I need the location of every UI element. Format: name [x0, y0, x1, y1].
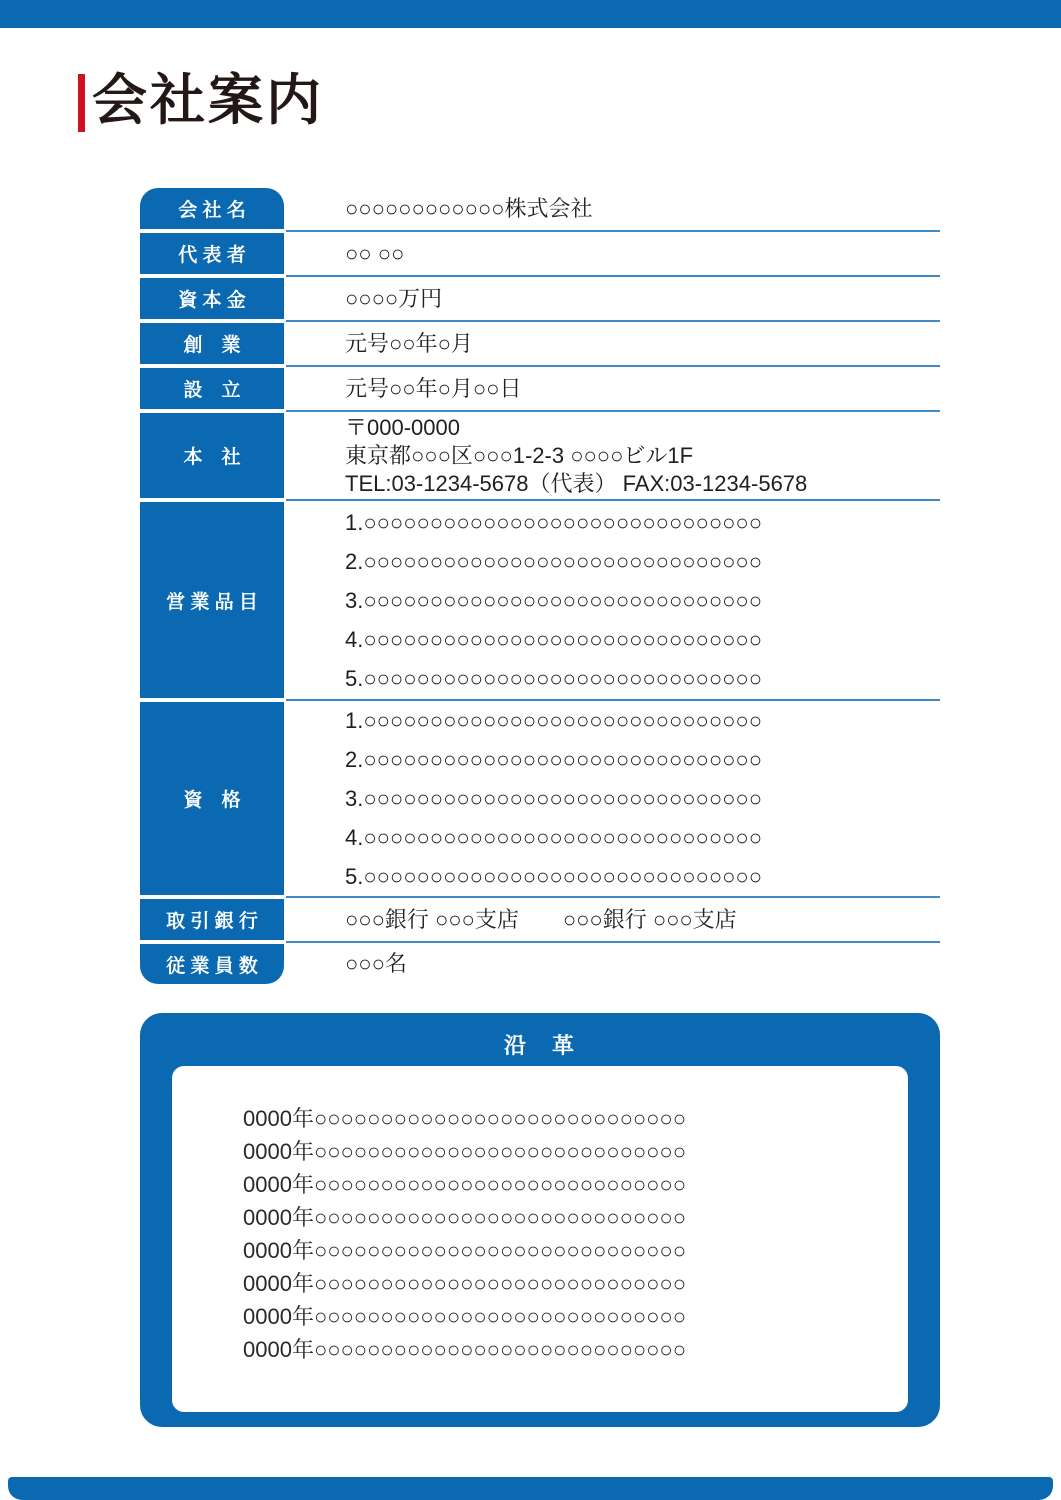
row-value: [284, 944, 940, 984]
row-value: [284, 278, 940, 319]
row-divider: [286, 499, 940, 501]
row-label: 本 社: [140, 413, 284, 498]
table-row-company-name: [140, 188, 940, 229]
value-line: ○○○名: [345, 951, 407, 976]
table-row-founded: [140, 323, 940, 364]
row-label: 会 社 名: [140, 188, 284, 229]
table-row-business-items: [140, 502, 940, 698]
row-divider: [286, 896, 940, 898]
history-section: [140, 1013, 940, 1427]
value-line: 1.○○○○○○○○○○○○○○○○○○○○○○○○○○○○○○: [345, 708, 762, 733]
table-row-banks: [140, 899, 940, 940]
value-line: 〒000-0000: [345, 414, 460, 440]
table-row-qualifications: [140, 702, 940, 895]
table-row-capital: [140, 278, 940, 319]
history-line: 0000年○○○○○○○○○○○○○○○○○○○○○○○○○○○○: [243, 1172, 687, 1197]
header-bar: [0, 0, 1061, 28]
history-line: 0000年○○○○○○○○○○○○○○○○○○○○○○○○○○○○: [243, 1205, 687, 1230]
row-value: [284, 368, 940, 409]
value-line: 2.○○○○○○○○○○○○○○○○○○○○○○○○○○○○○○: [345, 747, 762, 772]
history-line: 0000年○○○○○○○○○○○○○○○○○○○○○○○○○○○○: [243, 1337, 687, 1362]
row-value: [284, 413, 940, 498]
row-label: 創 業: [140, 323, 284, 364]
value-line: 5.○○○○○○○○○○○○○○○○○○○○○○○○○○○○○○: [345, 864, 762, 889]
row-label: 従 業 員 数: [140, 944, 284, 984]
value-line: 元号○○年○月: [345, 330, 473, 356]
history-line: 0000年○○○○○○○○○○○○○○○○○○○○○○○○○○○○: [243, 1238, 687, 1263]
row-label: 営 業 品 目: [140, 502, 284, 698]
history-line: 0000年○○○○○○○○○○○○○○○○○○○○○○○○○○○○: [243, 1271, 687, 1296]
history-line: 0000年○○○○○○○○○○○○○○○○○○○○○○○○○○○○: [243, 1139, 687, 1164]
row-label: 資 本 金: [140, 278, 284, 319]
value-line: 3.○○○○○○○○○○○○○○○○○○○○○○○○○○○○○○: [345, 587, 762, 613]
row-label: 資 格: [140, 702, 284, 895]
row-value: [284, 323, 940, 364]
row-label: 設 立: [140, 368, 284, 409]
history-line: 0000年○○○○○○○○○○○○○○○○○○○○○○○○○○○○: [243, 1106, 687, 1131]
row-value: [284, 502, 940, 698]
value-line: 1.○○○○○○○○○○○○○○○○○○○○○○○○○○○○○○: [345, 509, 762, 535]
history-line: 0000年○○○○○○○○○○○○○○○○○○○○○○○○○○○○: [243, 1304, 687, 1329]
value-line: ○○○銀行 ○○○支店 ○○○銀行 ○○○支店: [345, 906, 737, 932]
value-line: 4.○○○○○○○○○○○○○○○○○○○○○○○○○○○○○○: [345, 626, 762, 652]
company-spec-table: [140, 188, 940, 984]
value-line: 東京都○○○区○○○1-2-3 ○○○○ビル1F: [345, 442, 694, 468]
history-title: 沿 革: [503, 1033, 576, 1058]
history-content-panel: [172, 1066, 908, 1412]
value-line: ○○○○○○○○○○○○株式会社: [345, 195, 593, 221]
value-line: ○○○○万円: [345, 285, 443, 311]
row-value: [284, 188, 940, 229]
row-divider: [286, 230, 940, 232]
row-value: [284, 899, 940, 940]
title-accent-bar: [78, 74, 85, 132]
value-line: 元号○○年○月○○日: [345, 375, 522, 401]
row-value: [284, 702, 940, 895]
value-line: 5.○○○○○○○○○○○○○○○○○○○○○○○○○○○○○○: [345, 665, 762, 691]
row-divider: [286, 410, 940, 412]
footer-bar: [8, 1477, 1053, 1500]
table-row-representative: [140, 233, 940, 274]
table-row-employees: [140, 944, 940, 984]
page-title: 会社案内: [92, 69, 325, 131]
row-label: 代 表 者: [140, 233, 284, 274]
value-line: 3.○○○○○○○○○○○○○○○○○○○○○○○○○○○○○○: [345, 786, 762, 811]
table-row-head-office: [140, 413, 940, 498]
row-value: [284, 233, 940, 274]
row-divider: [286, 365, 940, 367]
row-divider: [286, 275, 940, 277]
table-row-established: [140, 368, 940, 409]
row-label: 取 引 銀 行: [140, 899, 284, 940]
value-line: 2.○○○○○○○○○○○○○○○○○○○○○○○○○○○○○○: [345, 548, 762, 574]
value-line: 4.○○○○○○○○○○○○○○○○○○○○○○○○○○○○○○: [345, 825, 762, 850]
row-divider: [286, 320, 940, 322]
value-line: ○○ ○○: [345, 240, 405, 266]
row-divider: [286, 941, 940, 943]
value-line: TEL:03-1234-5678（代表） FAX:03-1234-5678: [345, 470, 808, 496]
